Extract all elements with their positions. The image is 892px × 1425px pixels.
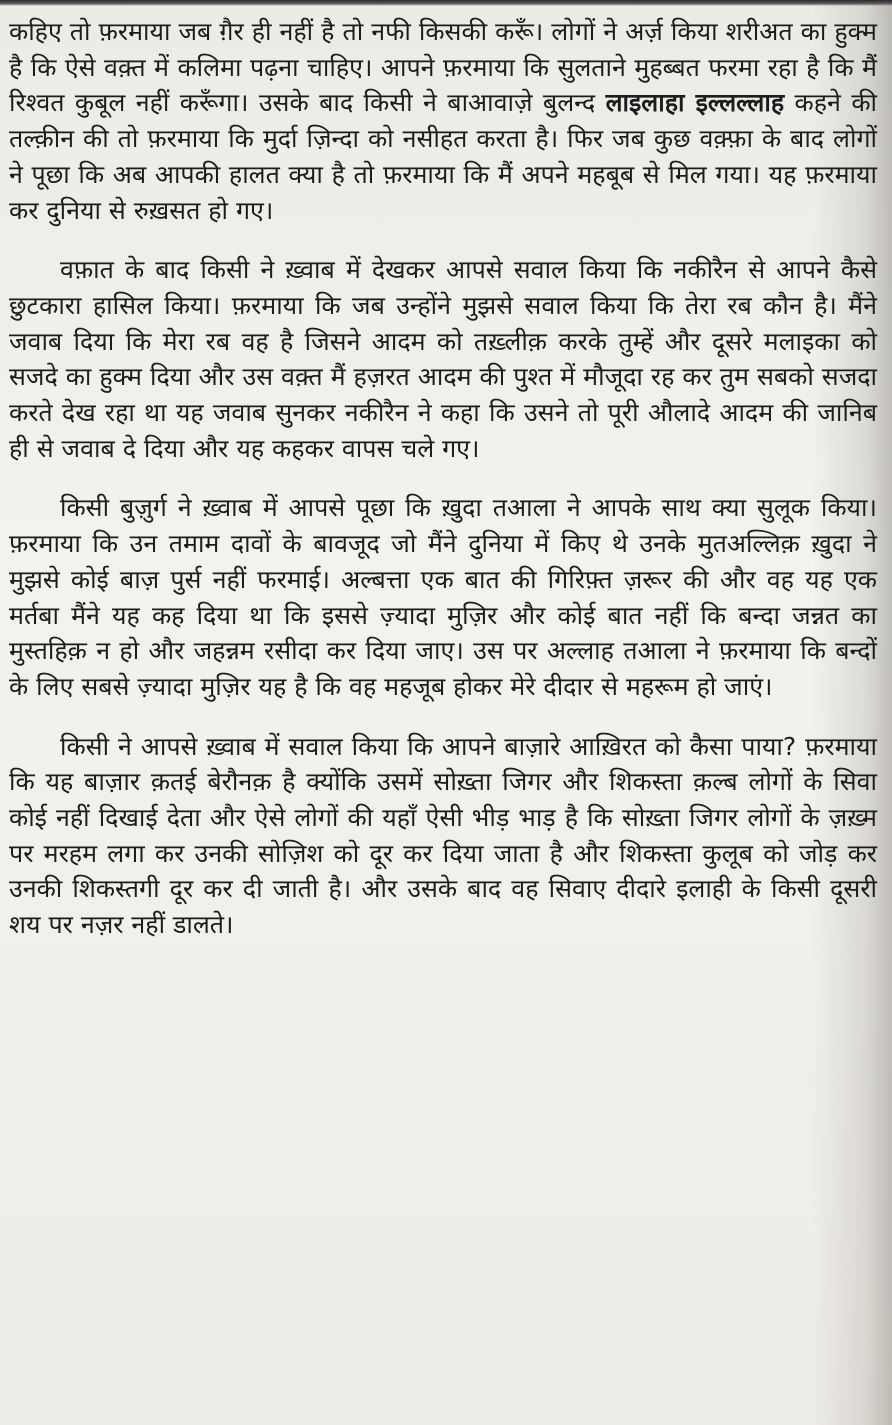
paragraph-1-bold-phrase: लाइलाहा इल्लल्लाह bbox=[605, 88, 785, 118]
paragraph-3 bbox=[9, 490, 877, 704]
paragraph-3-text: किसी बुज़ुर्ग ने ख़्वाब में आपसे पूछा कि ख़ुदा तआला ने आपके साथ क्या सुलूक किया। फ़रमाया कि उन तमाम दावों के बावजूद जो मैंने दुनिया में किए थे उनके मुतअल्लिक़ ख़ुदा ने मुझसे कोई बाज़ पुर्स नहीं फरमाई। अल्बत्ता एक बात की गिरिफ़्त ज़रूर की और वह यह एक मर्तबा मैंने यह कह दिया था कि इससे ज़्यादा मुज़िर और कोई बात नहीं कि बन्दा जन्नत का मुस्तहिक़ न हो और जहन्नम रसीदा कर दिया जाए। उस पर अल्लाह तआला ने फ़रमाया कि बन्दों के लिए सबसे ज़्यादा मुज़िर यह है कि वह महजूब होकर मेरे दीदार से महरूम हो जाएं। bbox=[9, 493, 877, 701]
paragraph-4 bbox=[9, 729, 877, 943]
paragraph-1 bbox=[9, 14, 877, 228]
paragraph-2-text: वफ़ात के बाद किसी ने ख़्वाब में देखकर आपसे सवाल किया कि नकीरैन से आपने कैसे छुटकारा हासिल किया। फ़रमाया कि जब उन्होंने मुझसे सवाल किया कि तेरा रब कौन है। मैंने जवाब दिया कि मेरा रब वह है जिसने आदम को तख़्लीक़ करके तुम्हें और दूसरे मलाइका को सजदे का हुक्म दिया और उस वक़्त मैं हज़रत आदम की पुश्त में मौजूदा रह कर तुम सबको सजदा करते देख रहा था यह जवाब सुनकर नकीरैन ने कहा कि उसने तो पूरी औलादे आदम की जानिब ही से जवाब दे दिया और यह कहकर वापस चले गए। bbox=[9, 255, 877, 463]
paragraph-2 bbox=[9, 252, 877, 466]
paragraph-1-text-b: कहने की तल्क़ीन की तो फ़रमाया कि मुर्दा ज़िन्दा को नसीहत करता है। फिर जब कुछ वक़्फ़ा के बाद लोगों ने पूछा कि अब आपकी हालत क्या है तो फ़रमाया कि मैं अपने महबूब से मिल गया। यह फ़रमाया कर दुनिया से रुख़सत हो गए। bbox=[9, 88, 877, 225]
paragraph-4-text: किसी ने आपसे ख़्वाब में सवाल किया कि आपने बाज़ारे आख़िरत को कैसा पाया? फ़रमाया कि यह बाज़ार क़तई बेरौनक़ है क्योंकि उसमें सोख़्ता जिगर और शिकस्ता क़ल्ब लोगों के सिवा कोई नहीं दिखाई देता और ऐसे लोगों की यहाँ ऐसी भीड़ भाड़ है कि सोख़्ता जिगर लोगों के ज़ख़्म पर मरहम लगा कर उनकी सोज़िश को दूर कर दिया जाता है और शिकस्ता कुलूब को जोड़ कर उनकी शिकस्तगी दूर कर दी जाती है। और उसके बाद वह सिवाए दीदारे इलाही के किसी दूसरी शय पर नज़र नहीं डालते। bbox=[9, 731, 877, 940]
page-body-text bbox=[9, 14, 877, 943]
paragraph-1-text-a: कहिए तो फ़रमाया जब ग़ैर ही नहीं है तो नफी किसकी करूँ। लोगों ने अर्ज़ किया शरीअत का हुक्म है कि ऐसे वक़्त में कलिमा पढ़ना चाहिए। आपने फ़रमाया कि सुलताने मुहब्बत फरमा रहा है कि मैं रिश्वत कुबूल नहीं करूँगा। उसके बाद किसी ने बाआवाज़े बुलन्द bbox=[9, 17, 877, 118]
top-edge-rule bbox=[0, 0, 892, 6]
